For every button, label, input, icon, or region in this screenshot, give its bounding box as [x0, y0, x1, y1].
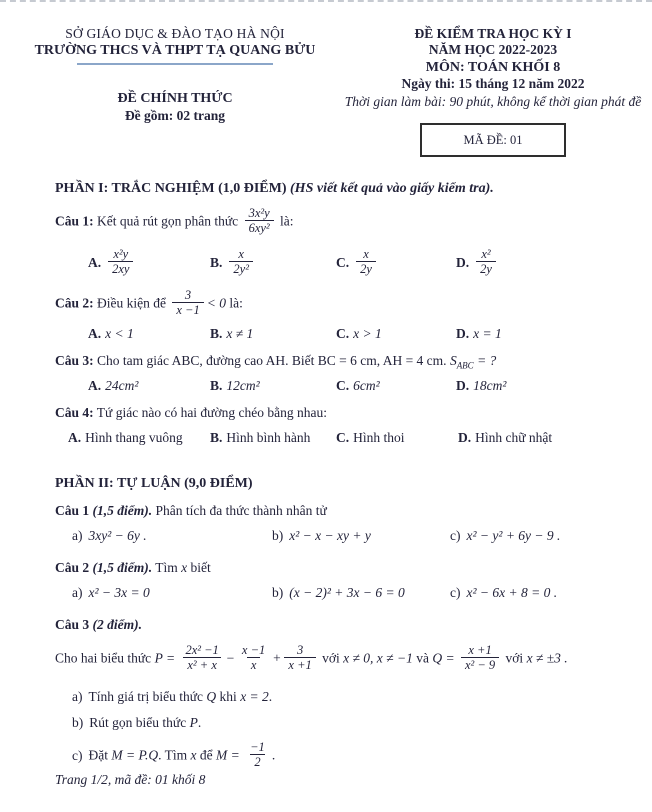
fraction-3: $\frac{3}{x +1}$	[284, 643, 315, 672]
minus-op: −	[225, 650, 235, 666]
p2q1-points: (1,5 điểm).	[92, 502, 153, 518]
question1-fraction: $\frac{\text{3x²y}}{\text{6xy²}}$	[245, 206, 274, 235]
fraction-2: $\frac{x -1}{x}$	[241, 643, 266, 673]
p-equals: P =	[154, 650, 176, 666]
exam-header	[0, 2, 652, 157]
option-a: A. 24cm²	[88, 378, 139, 394]
part1-title	[55, 181, 652, 197]
question3-area-symbol: $S_{ABC}$ = ?	[449, 353, 497, 372]
exam-code-box	[420, 123, 566, 157]
subject-grade: MÔN: TOÁN KHỐI 8	[425, 59, 561, 75]
formula-intro: Cho hai biểu thức	[55, 650, 152, 666]
item-a: a) x² − 3x = 0	[72, 584, 150, 600]
part1-title-text: PHẦN I: TRẮC NGHIỆM (1,0 ĐIỂM)	[55, 181, 287, 197]
question2-label: Câu 2:	[55, 296, 94, 312]
p2q3-item-c: c) Đặt M = P.Q. Tìm x để M = $\frac{-1}{2}$ .	[72, 740, 276, 770]
exam-code-text: MÃ ĐỀ: 01	[463, 132, 523, 147]
official-exam-label: ĐỀ CHÍNH THỨC	[117, 91, 233, 106]
q-equals: Q =	[432, 650, 455, 666]
question3-options	[88, 378, 652, 394]
school-year: NĂM HỌC 2022-2023	[428, 42, 558, 58]
question4-text: Tứ giác nào có hai đường chéo bằng nhau:	[96, 405, 327, 421]
option-a: A. Hình thang vuông	[68, 429, 183, 445]
p2q1-label: Câu 1	[55, 502, 90, 518]
option-d: D. 18cm²	[456, 378, 507, 394]
p2q3-item-b: b) Rút gọn biểu thức P.	[72, 715, 202, 731]
option-a: A. x < 1	[88, 326, 134, 342]
fraction-1: $\frac{\text{2x² −1}}{\text{x² + x}}$	[181, 643, 222, 672]
question3-label: Câu 3:	[55, 353, 94, 369]
option-d: D. $\frac{\text{x²}}{2y}$	[456, 248, 652, 279]
p2q1-text: Phân tích đa thức thành nhân tử	[155, 502, 327, 518]
school-name: TRƯỜNG THCS VÀ THPT TẠ QUANG BỬU	[34, 43, 316, 58]
option-b: B. Hình bình hành	[210, 429, 311, 445]
exam-title: ĐỀ KIỂM TRA HỌC KỲ I	[414, 26, 572, 41]
question4-label: Câu 4:	[55, 405, 94, 421]
part1-question4	[55, 404, 652, 422]
department-name: SỞ GIÁO DỤC & ĐÀO TẠO HÀ NỘI	[65, 26, 285, 41]
question1-label: Câu 1:	[55, 214, 94, 230]
question1-options	[88, 248, 652, 279]
part2-title-text: PHẦN II: TỰ LUẬN (9,0 ĐIỂM)	[55, 475, 253, 491]
condition-2: với x ≠ ±3 .	[505, 650, 568, 666]
option-d: D. Hình chữ nhật	[458, 429, 553, 445]
plus-op: +	[272, 650, 282, 666]
option-b: B. 12cm²	[210, 378, 260, 394]
fraction-4: $\frac{x +1}{\text{x² − 9}}$	[461, 643, 499, 672]
part2-question1	[55, 502, 652, 520]
option-c: C. Hình thoi	[336, 429, 405, 445]
item-b: b) (x − 2)² + 3x − 6 = 0	[272, 584, 405, 600]
part2-title	[55, 476, 652, 492]
header-left-block	[8, 26, 342, 157]
p2q3-item-a: a) Tính giá trị biểu thức Q khi x = 2.	[72, 689, 273, 705]
question3-text: Cho tam giác ABC, đường cao AH. Biết BC = 6 cm, AH = 4 cm.	[97, 353, 447, 369]
item-b: b) x² − x − xy + y	[272, 527, 371, 543]
p2q3-label: Câu 3	[55, 616, 90, 632]
part1-question1	[55, 207, 652, 238]
part2-question3	[55, 616, 652, 634]
p2q2-text: Tìm x biết	[155, 559, 211, 575]
question4-options	[68, 430, 652, 446]
header-underline-rule	[77, 63, 273, 65]
item-a: a) 3xy² − 6y .	[72, 527, 147, 543]
exam-date: Ngày thi: 15 tháng 12 năm 2022	[401, 76, 585, 92]
question1-text: Kết quả rút gọn phân thức	[97, 214, 239, 230]
part1-question2	[55, 289, 652, 320]
option-c: C. 6cm²	[336, 378, 380, 394]
part1-question3	[55, 352, 652, 372]
part2-question2	[55, 559, 652, 577]
p2q3-formula	[55, 644, 652, 675]
option-b: B. $\frac{x}{\text{2y²}}$	[210, 248, 336, 279]
option-b: B. x ≠ 1	[210, 326, 254, 342]
p2q1-items	[72, 528, 652, 544]
p2q3-points: (2 điểm).	[92, 616, 143, 632]
option-c: C. x > 1	[336, 326, 382, 342]
question2-fraction: $\frac{3}{x -1}$	[172, 288, 203, 317]
item-c: c) x² − 6x + 8 = 0 .	[450, 584, 558, 600]
page-footer: Trang 1/2, mã đề: 01 khối 8	[55, 772, 206, 787]
question2-options	[88, 326, 652, 342]
part1-title-note: (HS viết kết quả vào giấy kiểm tra).	[290, 181, 494, 197]
exam-duration: Thời gian làm bài: 90 phút, không kể thời gian phát đề	[344, 94, 642, 110]
p2q2-items	[72, 585, 652, 601]
item-c: c) x² − y² + 6y − 9 .	[450, 527, 561, 543]
page-count-label: Đề gồm: 02 trang	[124, 108, 226, 123]
question2-text-after: là:	[229, 296, 243, 312]
p2q2-points: (1,5 điểm).	[92, 559, 153, 575]
header-right-block	[342, 26, 644, 157]
option-c: C. $\frac{x}{2y}$	[336, 248, 456, 279]
option-d: D. x = 1	[456, 326, 502, 342]
fraction-m: $\frac{-1}{2}$	[250, 740, 265, 770]
question2-inequality: < 0	[206, 296, 226, 312]
condition-1: với x ≠ 0, x ≠ −1 và	[322, 650, 429, 666]
p2q2-label: Câu 2	[55, 559, 90, 575]
option-a: A. $\frac{\text{x²y}}{2xy}$	[88, 248, 210, 279]
question2-text: Điều kiện để	[97, 296, 166, 312]
question1-text-after: là:	[280, 214, 294, 230]
